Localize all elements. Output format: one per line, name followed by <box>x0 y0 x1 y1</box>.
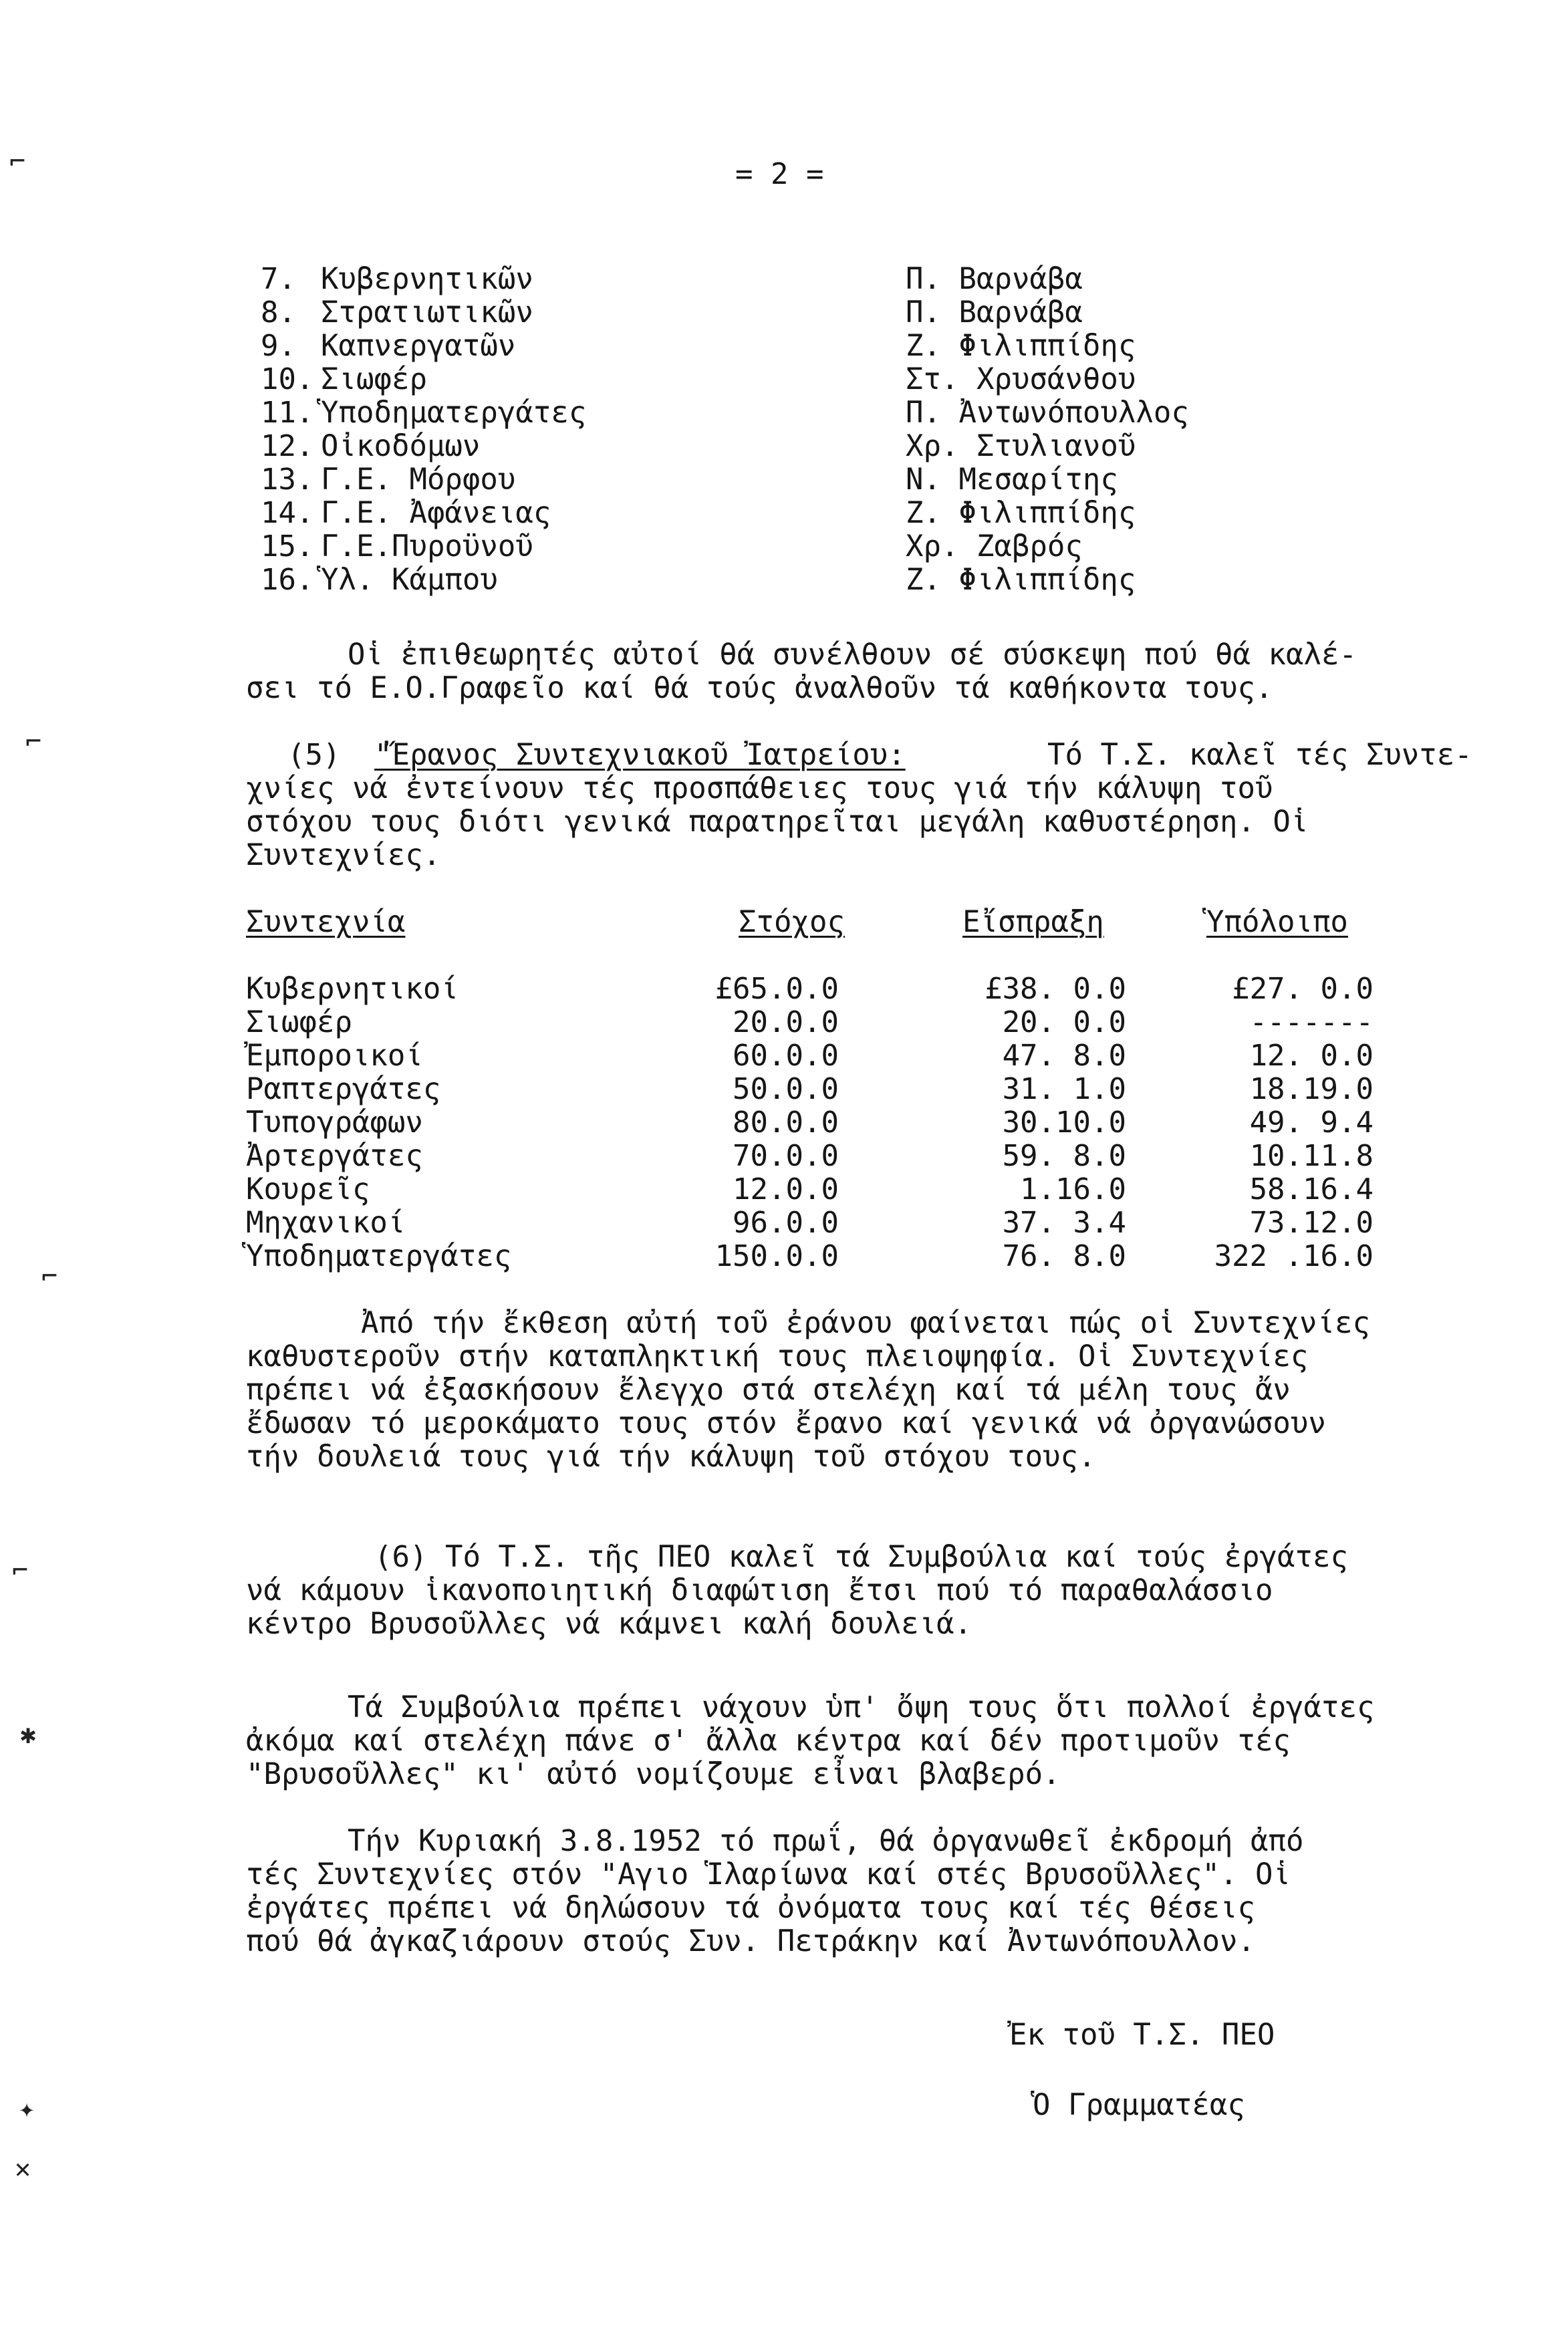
committee-number: 11. <box>261 396 314 430</box>
table-cell-target: 12.0.0 <box>733 1172 839 1206</box>
committee-number: 16. <box>261 563 314 597</box>
table-cell-union: Ραπτεργάτες <box>246 1072 441 1106</box>
page-number: = 2 = <box>735 157 824 191</box>
committee-name: Οἰκοδόμων <box>321 429 481 463</box>
scan-speck-mark: ⌐ <box>12 1555 29 1586</box>
committee-inspector: Στ. Χρυσάνθου <box>906 362 1136 396</box>
table-cell-union: Ὑποδηματεργάτες <box>246 1239 512 1273</box>
table-cell-union: Σιωφέρ <box>246 1005 352 1039</box>
table-cell-collected: 20. 0.0 <box>1002 1005 1126 1039</box>
table-cell-union: Ἀρτεργάτες <box>246 1139 423 1173</box>
scan-speck-mark: ⌐ <box>41 1261 58 1292</box>
committee-number: 8. <box>261 295 296 330</box>
table-cell-collected: 1.16.0 <box>1020 1172 1126 1206</box>
text-line: τές Συντεχνίες στόν "Αγιο Ἱλαρίωνα καί στές Βρυσοῦλλες". Οἱ <box>246 1857 1291 1892</box>
text-line: (6) Τό Τ.Σ. τῆς ΠΕΟ καλεῖ τά Συμβούλια καί τούς ἐργάτες <box>374 1540 1348 1574</box>
column-header-target: Στόχος <box>739 905 845 939</box>
column-header-collected: Εἴσπραξη <box>962 905 1104 939</box>
committee-number: 15. <box>261 529 314 563</box>
table-cell-balance: 73.12.0 <box>1249 1206 1374 1240</box>
committee-name: Ὑποδηματεργάτες <box>321 396 587 430</box>
text-line: Οἱ ἐπιθεωρητές αὐτοί θά συνέλθουν σέ σύσκεψη πού θά καλέ- <box>348 638 1357 672</box>
table-cell-balance: ------- <box>1249 1005 1374 1039</box>
text-line: τήν δουλειά τους γιά τήν κάλυψη τοῦ στόχου τους. <box>246 1440 1096 1474</box>
committee-name: Κυβερνητικῶν <box>321 262 533 296</box>
table-cell-balance: 49. 9.4 <box>1249 1106 1374 1140</box>
text-line: στόχου τους διότι γενικά παρατηρεῖται μεγάλη καθυστέρηση. Οἱ <box>246 805 1309 839</box>
table-cell-balance: £27. 0.0 <box>1232 972 1374 1006</box>
committee-inspector: Ζ. Φιλιππίδης <box>906 496 1136 530</box>
table-cell-balance: 322 .16.0 <box>1214 1239 1374 1273</box>
table-cell-collected: 76. 8.0 <box>1002 1239 1126 1273</box>
column-header-union: Συντεχνία <box>246 905 406 939</box>
text-line: χνίες νά ἐντείνουν τές προσπάθειες τους γιά τήν κάλυψη τοῦ <box>246 771 1273 805</box>
committee-name: Στρατιωτικῶν <box>321 295 533 330</box>
scan-speck-mark: ⌐ <box>9 146 26 177</box>
committee-inspector: Π. Βαρνάβα <box>906 262 1083 296</box>
table-cell-collected: 59. 8.0 <box>1002 1139 1126 1173</box>
text-line: "Βρυσοῦλλες" κι' αὐτό νομίζουμε εἶναι βλαβερό. <box>246 1757 1061 1791</box>
table-cell-target: 60.0.0 <box>733 1039 839 1073</box>
table-cell-union: Ἐμποροικοί <box>246 1039 423 1073</box>
text-line: Τό Τ.Σ. καλεῖ τές Συντε- <box>1047 738 1472 772</box>
committee-inspector: Ζ. Φιλιππίδης <box>906 563 1136 597</box>
text-line: Ἀπό τήν ἔκθεση αὐτή τοῦ ἐράνου φαίνεται πώς οἱ Συντεχνίες <box>361 1306 1370 1340</box>
text-line: ἔδωσαν τό μεροκάματο τους στόν ἔρανο καί γενικά νά ὀργανώσουν <box>246 1406 1326 1440</box>
table-cell-collected: 47. 8.0 <box>1002 1039 1126 1073</box>
committee-number: 12. <box>261 429 314 463</box>
scan-speck-mark: ✕ <box>15 2154 31 2184</box>
text-line: Τά Συμβούλια πρέπει νάχουν ὑπ' ὄψη τους ὅτι πολλοί ἐργάτες <box>348 1690 1375 1724</box>
table-cell-collected: £38. 0.0 <box>985 972 1126 1006</box>
table-cell-balance: 12. 0.0 <box>1249 1039 1374 1073</box>
committee-name: Γ.Ε.Πυροϋνοῦ <box>321 529 533 563</box>
text-line: κέντρο Βρυσοῦλλες νά κάμνει καλή δουλειά. <box>246 1607 972 1641</box>
table-cell-balance: 58.16.4 <box>1249 1172 1374 1206</box>
committee-number: 10. <box>261 362 314 396</box>
table-cell-target: 96.0.0 <box>733 1206 839 1240</box>
committee-name: Σιωφέρ <box>321 362 427 396</box>
table-cell-union: Τυπογράφων <box>246 1106 423 1140</box>
table-cell-union: Κουρεῖς <box>246 1172 370 1206</box>
table-cell-target: 80.0.0 <box>733 1106 839 1140</box>
committee-name: Γ.Ε. Ἀφάνειας <box>321 496 551 530</box>
text-line: πρέπει νά ἐξασκήσουν ἔλεγχο στά στελέχη καί τά μέλη τους ἄν <box>246 1373 1291 1407</box>
scan-speck-mark: ✱ <box>20 1719 37 1750</box>
scan-speck-mark: ✦ <box>19 2093 35 2124</box>
text-line: Τήν Κυριακή 3.8.1952 τό πρωΐ, θά ὀργανωθεῖ ἐκδρομή ἀπό <box>348 1824 1304 1858</box>
committee-number: 9. <box>261 329 296 363</box>
table-cell-target: 20.0.0 <box>733 1005 839 1039</box>
committee-inspector: Χρ. Στυλιανοῦ <box>906 429 1136 463</box>
table-cell-union: Κυβερνητικοί <box>246 972 459 1006</box>
text-line: σει τό Ε.Ο.Γραφεῖο καί θά τούς ἀναλθοῦν τά καθήκοντα τους. <box>246 671 1273 705</box>
table-cell-collected: 37. 3.4 <box>1002 1206 1126 1240</box>
committee-inspector: Π. Βαρνάβα <box>906 295 1083 330</box>
column-header-balance: Ὑπόλοιπο <box>1206 905 1348 939</box>
table-cell-collected: 31. 1.0 <box>1002 1072 1126 1106</box>
text-line: Συντεχνίες. <box>246 838 441 872</box>
committee-inspector: Ν. Μεσαρίτης <box>906 463 1118 497</box>
committee-inspector: Χρ. Ζαβρός <box>906 529 1083 563</box>
table-cell-target: 150.0.0 <box>714 1239 839 1273</box>
section-heading: "Ἔρανος Συντεχνιακοῦ Ἰατρείου: <box>374 738 906 772</box>
table-cell-balance: 18.19.0 <box>1249 1072 1374 1106</box>
table-cell-union: Μηχανικοί <box>246 1206 406 1240</box>
committee-name: Καπνεργατῶν <box>321 329 516 363</box>
text-line: πού θά ἀγκαζιάρουν στούς Συν. Πετράκην καί Ἀντωνόπουλλον. <box>246 1924 1255 1958</box>
signature-title: Ὁ Γραμματέας <box>1033 2088 1245 2122</box>
text-line: ἀκόμα καί στελέχη πάνε σ' ἄλλα κέντρα καί δέν προτιμοῦν τές <box>246 1724 1291 1758</box>
signature-issuer: Ἐκ τοῦ Τ.Σ. ΠΕΟ <box>1009 2018 1275 2052</box>
committee-name: Γ.Ε. Μόρφου <box>321 463 516 497</box>
scan-speck-mark: ⌐ <box>25 727 42 757</box>
table-cell-target: £65.0.0 <box>714 972 839 1006</box>
table-cell-collected: 30.10.0 <box>1002 1106 1126 1140</box>
text-line: νά κάμουν ἱκανοποιητική διαφώτιση ἔτσι πού τό παραθαλάσσιο <box>246 1573 1273 1607</box>
committee-name: Ὑλ. Κάμπου <box>321 563 498 597</box>
committee-number: 7. <box>261 262 296 296</box>
committee-number: 13. <box>261 463 314 497</box>
table-cell-target: 70.0.0 <box>733 1139 839 1173</box>
text-line: καθυστεροῦν στήν καταπληκτική τους πλειοψηφία. Οἱ Συντεχνίες <box>246 1339 1309 1374</box>
text-line: ἐργάτες πρέπει νά δηλώσουν τά ὀνόματα τους καί τές θέσεις <box>246 1891 1255 1925</box>
committee-inspector: Π. Ἀντωνόπουλλος <box>906 396 1189 430</box>
table-cell-balance: 10.11.8 <box>1249 1139 1374 1173</box>
committee-number: 14. <box>261 496 314 530</box>
section-number: (5) <box>287 738 341 772</box>
table-cell-target: 50.0.0 <box>733 1072 839 1106</box>
committee-inspector: Ζ. Φιλιππίδης <box>906 329 1136 363</box>
